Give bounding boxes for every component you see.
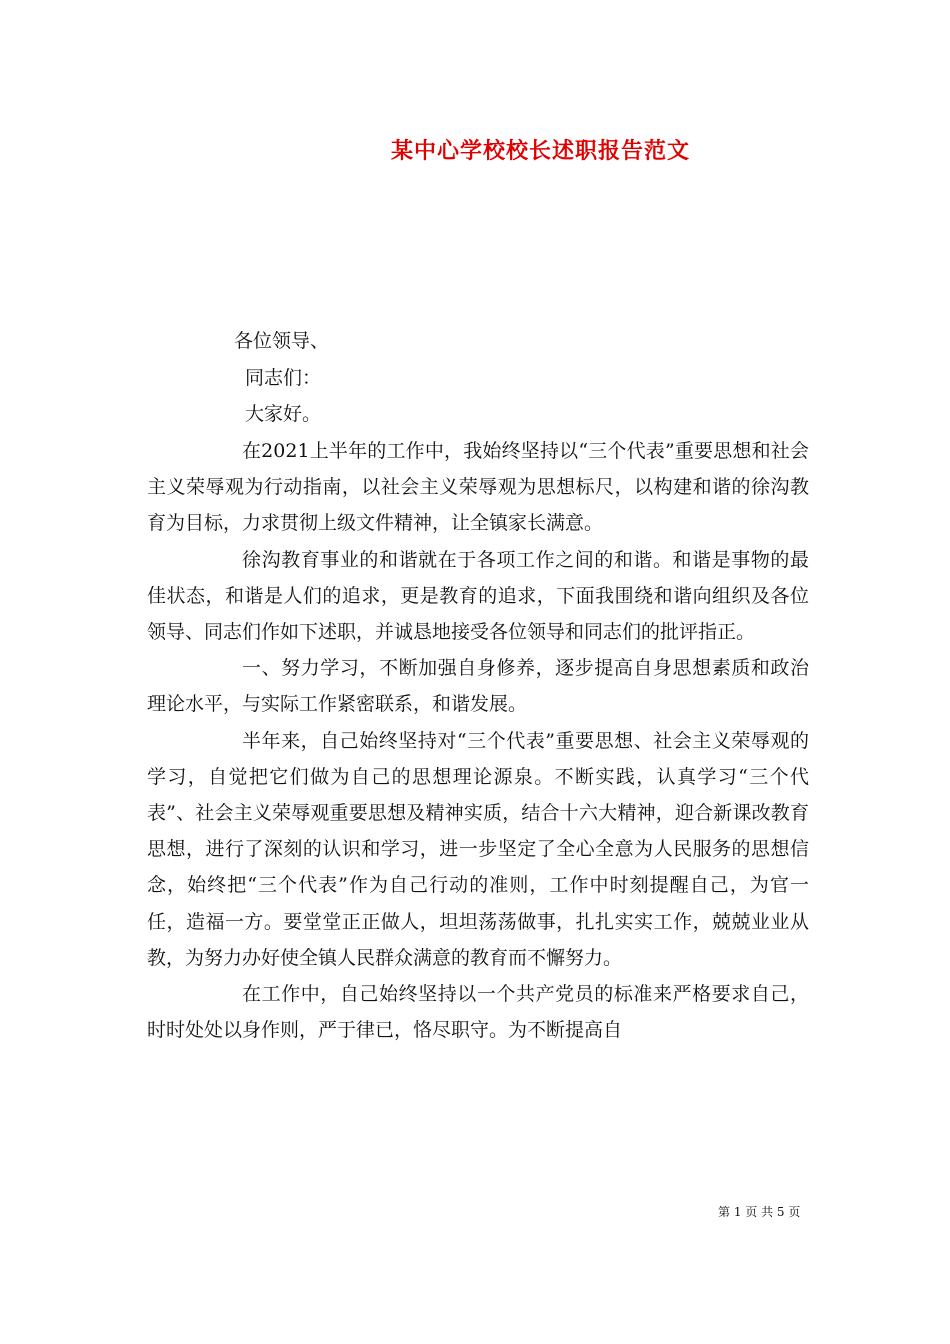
paragraph: 半年来，自己始终坚持对“三个代表”重要思想、社会主义荣辱观的学习，自觉把它们做为自己的思想理论源泉。不断实践，认真学习“三个代表”、社会主义荣辱观重要思想及精神实质，结合十六大精神，迎合新课改教育思想，进行了深刻的认识和学习，进一步坚定了全心全意为人民服务的思想信念，始终把“三个代表”作为自己行动的准则，工作中时刻提醒自己，为官一任，造福一方。要堂堂正正做人，坦坦荡荡做事，扎扎实实工作，兢兢业业从教，为努力办好使全镇人民群众满意的教育而不懈努力。: [147, 729, 809, 969]
page-number: 第 1 页 共 5 页: [718, 1205, 801, 1219]
document-title: 某中心学校校长述职报告范文: [391, 138, 691, 164]
salutation-line-2: 同志们：: [245, 367, 322, 389]
document-body: [147, 433, 809, 1048]
paragraph: 在工作中，自己始终坚持以一个共产党员的标准来严格要求自己，时时处处以身作则，严于律已，恪尽职守。为不断提高自: [147, 983, 809, 1042]
salutation-line-3: 大家好。: [245, 403, 322, 425]
salutation-line-1: 各位领导、: [234, 330, 330, 352]
paragraph: 徐沟教育事业的和谐就在于各项工作之间的和谐。和谐是事物的最佳状态，和谐是人们的追求，更是教育的追求，下面我围绕和谐向组织及各位领导、同志们作如下述职，并诚恳地接受各位领导和同志们的批评指正。: [147, 548, 809, 644]
paragraph: 在2021上半年的工作中，我始终坚持以“三个代表”重要思想和社会主义荣辱观为行动指南，以社会主义荣辱观为思想标尺，以构建和谐的徐沟教育为目标，力求贯彻上级文件精神，让全镇家长满意。: [147, 440, 809, 535]
section-heading: 一、努力学习，不断加强自身修养，逐步提高自身思想素质和政治理论水平，与实际工作紧密联系，和谐发展。: [147, 657, 809, 716]
